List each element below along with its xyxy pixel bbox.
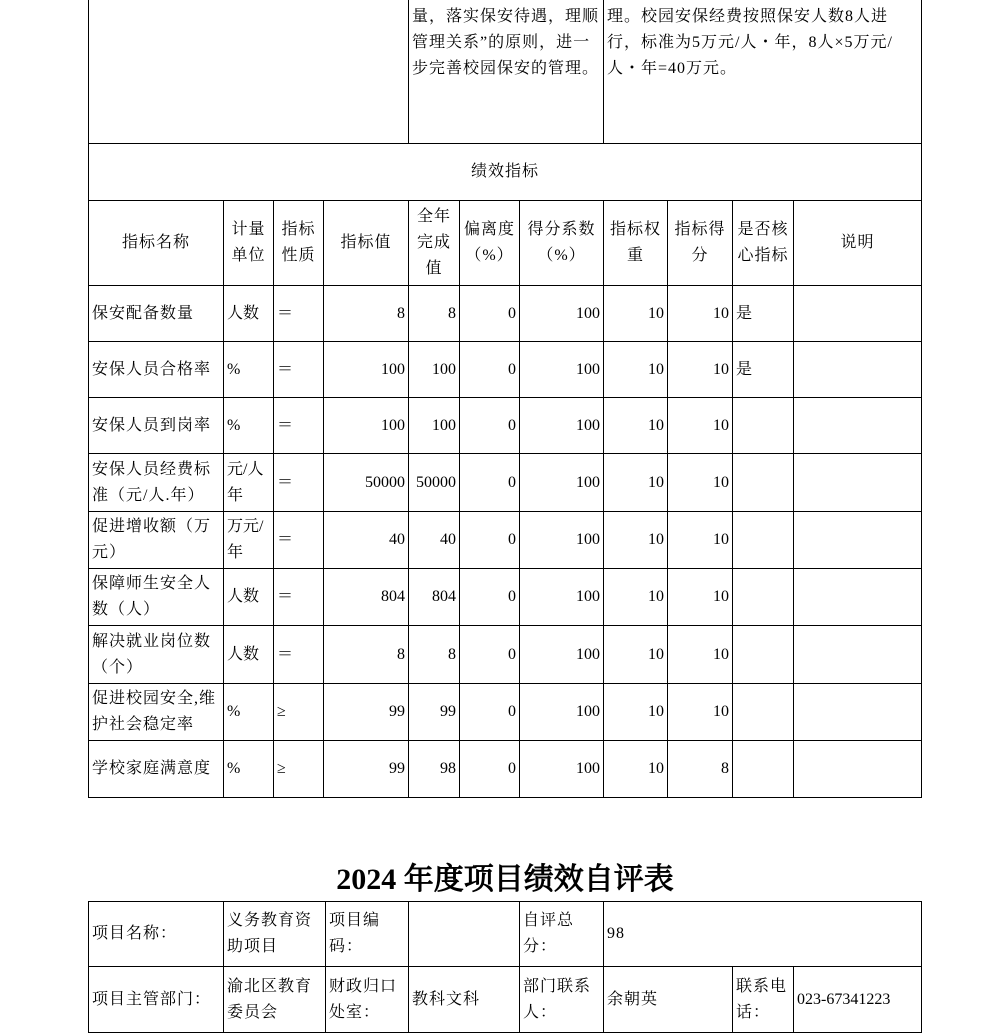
table-cell: 0 xyxy=(460,512,520,569)
table-cell: 0 xyxy=(460,741,520,798)
table-cell: 安保人员经费标准（元/人.年） xyxy=(89,454,224,512)
table-row xyxy=(89,342,922,398)
section-title: 绩效指标 xyxy=(89,144,922,201)
table-cell: 0 xyxy=(460,684,520,741)
table-cell: 8 xyxy=(409,626,460,684)
table-cell: 10 xyxy=(604,684,668,741)
table-cell: ＝ xyxy=(274,454,324,512)
phone-label: 联系电话： xyxy=(733,967,794,1033)
table-cell: 99 xyxy=(324,684,409,741)
table-cell xyxy=(733,569,794,626)
table-cell: 10 xyxy=(668,512,733,569)
table-cell: ＝ xyxy=(274,626,324,684)
header-cell: 说明 xyxy=(794,201,922,286)
finance-label: 财政归口处室： xyxy=(326,967,409,1033)
table-cell: 99 xyxy=(324,741,409,798)
table-cell: 100 xyxy=(520,569,604,626)
project-name-label: 项目名称： xyxy=(89,902,224,967)
table-cell xyxy=(733,626,794,684)
table-cell: 100 xyxy=(520,626,604,684)
table-cell: 100 xyxy=(520,286,604,342)
header-cell: 是否核心指标 xyxy=(733,201,794,286)
table-cell xyxy=(794,512,922,569)
table-cell xyxy=(794,398,922,454)
header-cell: 计量单位 xyxy=(224,201,274,286)
table-row xyxy=(89,626,922,684)
table-cell: ＝ xyxy=(274,286,324,342)
header-row xyxy=(89,201,922,286)
table-cell: 0 xyxy=(460,342,520,398)
header-cell: 偏离度（%） xyxy=(460,201,520,286)
form-title: 2024 年度项目绩效自评表 xyxy=(336,863,674,896)
table-cell: 50000 xyxy=(409,454,460,512)
table-cell: ＝ xyxy=(274,512,324,569)
table-cell: 人数 xyxy=(224,569,274,626)
table-cell: 促进增收额（万元） xyxy=(89,512,224,569)
table-cell: 10 xyxy=(604,398,668,454)
funding-cell: 理。校园安保经费按照保安人数8人进行，标准为5万元/人・年，8人×5万元/人・年=40万元。 xyxy=(604,0,922,144)
table-row xyxy=(89,569,922,626)
description-cell: 量，落实保安待遇，理顺管理关系”的原则，进一步完善校园保安的管理。 xyxy=(409,0,604,144)
table-cell: % xyxy=(224,741,274,798)
project-code-label: 项目编码： xyxy=(326,902,409,967)
table-cell xyxy=(794,684,922,741)
table-row xyxy=(89,741,922,798)
table-cell: 是 xyxy=(733,342,794,398)
header-cell: 指标权重 xyxy=(604,201,668,286)
project-name-value: 义务教育资助项目 xyxy=(224,902,326,967)
table-cell: 50000 xyxy=(324,454,409,512)
table-cell: 10 xyxy=(668,569,733,626)
table-cell: ≥ xyxy=(274,741,324,798)
table-cell xyxy=(794,454,922,512)
header-cell: 指标值 xyxy=(324,201,409,286)
contact-value: 余朝英 xyxy=(604,967,733,1033)
table-cell: 0 xyxy=(460,398,520,454)
score-label: 自评总分： xyxy=(520,902,604,967)
table-cell: 10 xyxy=(668,626,733,684)
dept-label: 项目主管部门： xyxy=(89,967,224,1033)
table-row xyxy=(89,512,922,569)
table-cell: ＝ xyxy=(274,398,324,454)
table-cell: 100 xyxy=(520,512,604,569)
table-cell: 40 xyxy=(409,512,460,569)
performance-indicator-table xyxy=(88,0,922,798)
header-cell: 指标性质 xyxy=(274,201,324,286)
empty-cell xyxy=(89,0,409,144)
table-cell: 10 xyxy=(604,342,668,398)
table-cell xyxy=(794,741,922,798)
table-cell: % xyxy=(224,398,274,454)
table-cell: 100 xyxy=(409,398,460,454)
header-cell: 指标得分 xyxy=(668,201,733,286)
finance-value: 教科文科 xyxy=(409,967,520,1033)
table-cell: 100 xyxy=(520,454,604,512)
project-info-table xyxy=(88,901,922,1033)
table-cell: 804 xyxy=(324,569,409,626)
phone-value: 023-67341223 xyxy=(794,967,922,1033)
table-cell: % xyxy=(224,342,274,398)
table-cell: 元/人年 xyxy=(224,454,274,512)
table-cell: 10 xyxy=(668,286,733,342)
table-cell: 保安配备数量 xyxy=(89,286,224,342)
table-cell: 10 xyxy=(668,454,733,512)
table-cell: 8 xyxy=(324,286,409,342)
table-cell: 100 xyxy=(324,342,409,398)
table-cell: 10 xyxy=(668,398,733,454)
table-cell: 40 xyxy=(324,512,409,569)
description-row xyxy=(89,0,922,144)
table-cell: 0 xyxy=(460,569,520,626)
table-cell: 学校家庭满意度 xyxy=(89,741,224,798)
table-cell: ＝ xyxy=(274,342,324,398)
header-cell: 指标名称 xyxy=(89,201,224,286)
table-row xyxy=(89,398,922,454)
table-cell: 万元/年 xyxy=(224,512,274,569)
score-value: 98 xyxy=(604,902,922,967)
table-cell: 100 xyxy=(520,398,604,454)
table-cell: 10 xyxy=(668,684,733,741)
table-cell: 100 xyxy=(520,684,604,741)
table-cell: 解决就业岗位数（个） xyxy=(89,626,224,684)
table-cell xyxy=(794,342,922,398)
header-cell: 全年完成值 xyxy=(409,201,460,286)
table-cell: 促进校园安全,维护社会稳定率 xyxy=(89,684,224,741)
table-cell: 100 xyxy=(409,342,460,398)
table-cell: 人数 xyxy=(224,286,274,342)
table-cell: 100 xyxy=(324,398,409,454)
table-row xyxy=(89,684,922,741)
table-cell: 98 xyxy=(409,741,460,798)
table-cell: 10 xyxy=(604,569,668,626)
table-cell: 人数 xyxy=(224,626,274,684)
table-cell: 0 xyxy=(460,626,520,684)
table-cell: 10 xyxy=(604,454,668,512)
table-cell: 10 xyxy=(668,342,733,398)
table-cell: 0 xyxy=(460,286,520,342)
table-cell: 10 xyxy=(604,626,668,684)
table-cell xyxy=(733,398,794,454)
table-cell xyxy=(733,741,794,798)
table-cell xyxy=(733,512,794,569)
table-cell xyxy=(733,684,794,741)
table-cell: 100 xyxy=(520,342,604,398)
table-cell: 804 xyxy=(409,569,460,626)
table-cell: ≥ xyxy=(274,684,324,741)
table-row xyxy=(89,454,922,512)
table-cell: 8 xyxy=(324,626,409,684)
contact-label: 部门联系人： xyxy=(520,967,604,1033)
table-cell: 安保人员合格率 xyxy=(89,342,224,398)
project-code-value xyxy=(409,902,520,967)
table-cell: % xyxy=(224,684,274,741)
table-cell: 10 xyxy=(604,741,668,798)
table-cell: ＝ xyxy=(274,569,324,626)
table-row xyxy=(89,286,922,342)
table-cell: 10 xyxy=(604,512,668,569)
table-cell: 10 xyxy=(604,286,668,342)
table-cell xyxy=(794,569,922,626)
dept-value: 渝北区教育委员会 xyxy=(224,967,326,1033)
table-cell xyxy=(794,286,922,342)
table-cell: 99 xyxy=(409,684,460,741)
table-cell: 100 xyxy=(520,741,604,798)
table-cell xyxy=(733,454,794,512)
table-cell xyxy=(794,626,922,684)
table-cell: 8 xyxy=(409,286,460,342)
header-cell: 得分系数（%） xyxy=(520,201,604,286)
table-cell: 是 xyxy=(733,286,794,342)
table-cell: 安保人员到岗率 xyxy=(89,398,224,454)
table-cell: 0 xyxy=(460,454,520,512)
table-cell: 保障师生安全人数（人） xyxy=(89,569,224,626)
table-cell: 8 xyxy=(668,741,733,798)
